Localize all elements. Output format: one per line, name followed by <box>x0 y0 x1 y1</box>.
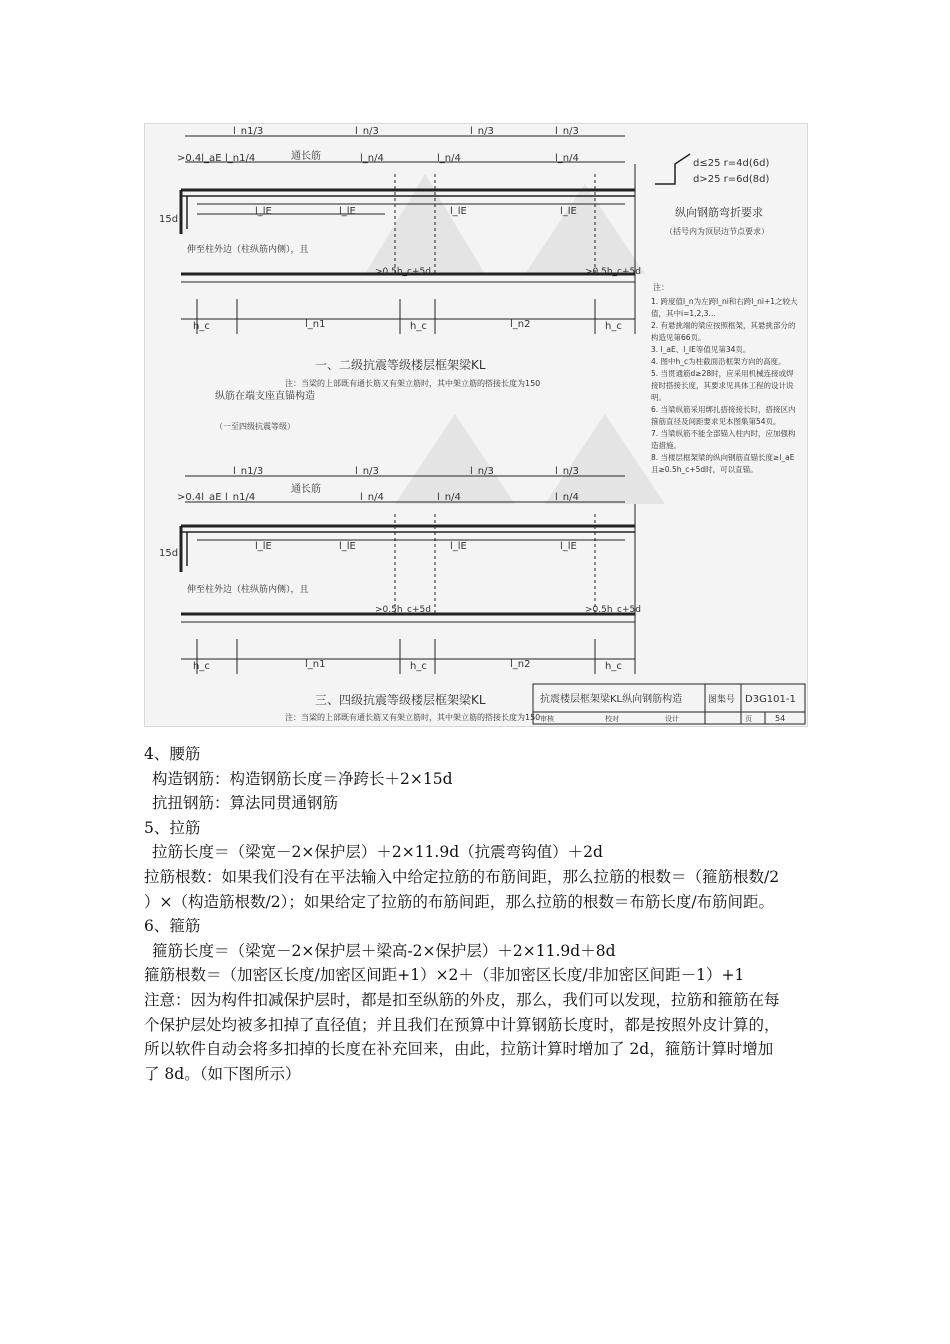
lap-length-label: l_lE <box>560 206 577 217</box>
heading-stirrup: 6、箍筋 <box>144 917 201 936</box>
lap-length-label: l_lE <box>560 541 577 552</box>
notes-header: 注： <box>653 283 669 292</box>
heading-tie-bar: 5、拉筋 <box>144 818 201 837</box>
title-block-title: 抗震楼层框架梁KL纵向钢筋构造 <box>540 694 683 705</box>
bend-sketch <box>655 154 690 184</box>
check-label: 校对 <box>605 715 619 723</box>
lap-length-label: l_lE <box>450 206 467 217</box>
lap-length-label: l_lE <box>450 541 467 552</box>
dim-hc: h_c <box>410 661 427 672</box>
stirrup-length-line: 箍筋长度＝（梁宽－2×保护层＋梁高-2×保护层）＋2×11.9d＋8d <box>152 941 616 960</box>
lap-length-label: l_lE <box>255 206 272 217</box>
dim-15d: 15d <box>159 548 179 559</box>
through-bar-label: 通长筋 <box>291 151 321 162</box>
drawing-svg <box>145 124 809 728</box>
bend-rule-1: d≤25 r=4d(6d) <box>693 158 770 169</box>
drawing-note: 6. 当梁纵筋采用绑扎搭接接长时，搭接区内箍筋直径及间距要求见本图集第54页。 <box>651 405 796 426</box>
dim-ln-quarter: l_n/4 <box>555 492 579 503</box>
bend-title: 纵向钢筋弯折要求 <box>675 206 763 219</box>
dim-ln2: l_n2 <box>510 659 531 670</box>
lap-length-label: l_lE <box>255 541 272 552</box>
dim-ln-quarter: l_n/4 <box>437 153 461 164</box>
dim-ln1-quarter: l_n1/4 <box>225 492 256 503</box>
dim-ln-third: l_n/3 <box>355 466 379 477</box>
watermark-shape <box>525 184 645 274</box>
dim-ln1: l_n1 <box>305 319 326 330</box>
atlas-label: 图集号 <box>708 695 736 705</box>
anchor-label: >0.5h_c+5d <box>375 267 431 277</box>
notes-list <box>651 296 801 476</box>
dim-ln-quarter: l_n/4 <box>555 153 579 164</box>
note-line-1: 注意：因为构件扣减保护层时，都是扣至纵筋的外皮，那么，我们可以发现，拉筋和箍筋在每 <box>144 990 780 1009</box>
dim-04lae: >0.4l_aE <box>177 492 222 503</box>
dim-hc: h_c <box>605 321 622 332</box>
waist-torsion-line: 抗扭钢筋：算法同贯通钢筋 <box>152 794 339 813</box>
end-anchor-sub: （一至四级抗震等级） <box>215 422 295 431</box>
dim-ln-third: l_n/3 <box>555 466 579 477</box>
review-label: 审核 <box>540 715 554 723</box>
dim-ln2: l_n2 <box>510 319 531 330</box>
anchor-label: >0.5h_c+5d <box>585 605 641 615</box>
watermark-shape <box>395 414 515 504</box>
drawing-note: 3. l_aE、l_lE等值见第34页。 <box>651 345 751 354</box>
tie-length-line: 拉筋长度＝（梁宽－2×保护层）＋2×11.9d（抗震弯钩值）＋2d <box>152 843 603 862</box>
dim-hc: h_c <box>410 321 427 332</box>
lap-length-label: l_lE <box>339 541 356 552</box>
waist-construct-line: 构造钢筋：构造钢筋长度＝净跨长＋2×15d <box>152 769 453 788</box>
drawing-note: 4. 图中h_c为柱截面沿框架方向的高度。 <box>651 357 786 366</box>
upper-beam-title: 一、二级抗震等级楼层框架梁KL <box>315 358 486 372</box>
drawing-note: 5. 当贯通筋d≥28时，应采用机械连接或焊接时搭接长度，其要求见具体工程的设计说明。 <box>651 369 794 402</box>
watermark-triangles <box>365 174 665 504</box>
bend-sub: （括号内为顶层边节点要求） <box>665 227 769 236</box>
dim-ln1-third: l_n1/3 <box>233 466 264 477</box>
design-label: 设计 <box>665 715 679 723</box>
dim-hc: h_c <box>193 321 210 332</box>
dim-ln-quarter: l_n/4 <box>360 153 384 164</box>
page-label: 页 <box>745 715 752 723</box>
dim-15d: 15d <box>159 214 179 225</box>
anchor-label: >0.5h_c+5d <box>585 267 641 277</box>
lower-beam-note: 注：当梁的上部既有通长筋又有架立筋时，其中架立筋的搭接长度为150 <box>285 713 541 722</box>
dim-ln1-third: l_n1/3 <box>233 126 264 137</box>
drawing-note: 8. 当楼层框架梁的纵向钢筋直锚长度≥l_aE且≥0.5h_c+5d时，可以直锚。 <box>651 453 795 474</box>
dim-hc: h_c <box>193 661 210 672</box>
bend-rule-2: d>25 r=6d(8d) <box>693 174 770 185</box>
drawing-note: 2. 有悬挑端的梁应按照框架，其悬挑部分的构造见第66页。 <box>651 321 796 342</box>
dim-hc: h_c <box>605 661 622 672</box>
notes-box <box>651 296 801 676</box>
column-note: 伸至柱外边（柱纵筋内侧），且 <box>187 245 309 255</box>
anchor-label: >0.5h_c+5d <box>375 605 431 615</box>
tie-count-line-1: 拉筋根数：如果我们没有在平法输入中给定拉筋的布筋间距，那么拉筋的根数＝（箍筋根数/2 <box>144 867 780 886</box>
dim-ln1-quarter: l_n1/4 <box>225 153 256 164</box>
note-line-2: 个保护层处均被多扣掉了直径值；并且我们在预算中计算钢筋长度时，都是按照外皮计算的， <box>144 1015 780 1034</box>
rebar-detail-drawing <box>144 123 808 727</box>
column-note: 伸至柱外边（柱纵筋内侧），且 <box>187 585 309 595</box>
note-line-4: 了 8d。（如下图所示） <box>144 1064 301 1083</box>
dim-04lae: >0.4l_aE <box>177 153 222 164</box>
dim-ln-third: l_n/3 <box>470 466 494 477</box>
drawing-note: 7. 当梁纵筋不能全部锚入柱内时，应加强构造措施。 <box>651 429 796 450</box>
dim-ln1: l_n1 <box>305 659 326 670</box>
note-line-3: 所以软件自动会将多扣掉的长度在补充回来，由此，拉筋计算时增加了 2d，箍筋计算时增加 <box>144 1040 774 1059</box>
atlas-number: D3G101-1 <box>745 694 796 705</box>
drawing-note: 1. 跨度值l_n为左跨l_ni和右跨l_ni+1之较大值，其中i=1,2,3… <box>651 297 798 318</box>
end-anchor-label: 纵筋在端支座直锚构造 <box>215 391 315 402</box>
lower-beam-title: 三、四级抗震等级楼层框架梁KL <box>315 693 486 707</box>
upper-beam-note: 注：当梁的上部既有通长筋又有架立筋时，其中架立筋的搭接长度为150 <box>285 379 541 388</box>
through-bar-label: 通长筋 <box>291 484 321 495</box>
heading-waist-bar: 4、腰筋 <box>144 745 201 763</box>
dim-ln-third: l_n/3 <box>355 126 379 137</box>
watermark-shape <box>545 414 665 504</box>
dim-ln-third: l_n/3 <box>470 126 494 137</box>
dim-ln-third: l_n/3 <box>555 126 579 137</box>
dim-ln-quarter: l_n/4 <box>360 492 384 503</box>
stirrup-count-line: 箍筋根数＝（加密区长度/加密区间距+1）×2＋（非加密区长度/非加密区间距－1）+1 <box>144 966 745 985</box>
page-number: 54 <box>775 714 786 723</box>
dim-ln-quarter: l_n/4 <box>437 492 461 503</box>
lap-length-label: l_lE <box>339 206 356 217</box>
document-body <box>144 742 824 1086</box>
tie-count-line-2: ）×（构造筋根数/2）；如果给定了拉筋的布筋间距，那么拉筋的根数＝布筋长度/布筋间距。 <box>144 892 775 911</box>
